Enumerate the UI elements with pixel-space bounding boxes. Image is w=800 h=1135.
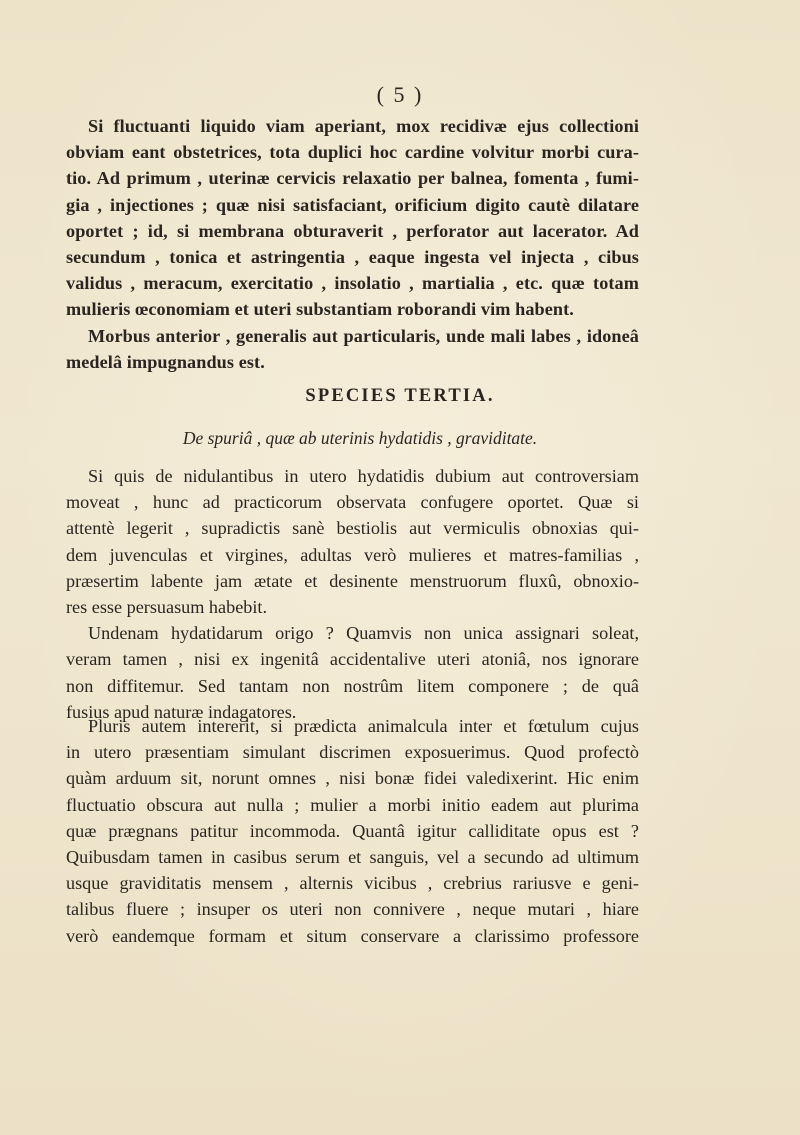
paragraph-block-1	[66, 113, 639, 375]
text-line: Si quis de nidulantibus in utero hydatidis dubium aut controversiam	[88, 466, 639, 486]
text-line: Si fluctuanti liquido viam aperiant, mox recidivæ ejus collectioni	[88, 116, 639, 136]
text-line: Pluris autem intererit, si prædicta animalcula inter et fœtulum cujus	[88, 716, 639, 736]
text-line: non diffitemur. Sed tantam non nostrûm litem componere ; de quâ	[66, 675, 639, 696]
text-line: secundum , tonica et astringentia , eaque ingesta vel injecta , cibus	[66, 246, 639, 267]
text-line: Quibusdam tamen in casibus serum et sanguis, vel a secundo ad ultimum	[66, 846, 639, 867]
text-line: validus , meracum, exercitatio , insolatio , martialia , etc. quæ totam	[66, 273, 639, 294]
text-line: veram tamen , nisi ex ingenitâ accidentalive uteri atoniâ, nos ignorare	[66, 649, 639, 670]
text-line: fusius apud naturæ indagatores.	[66, 701, 297, 722]
text-line: res esse persuasum habebit.	[66, 596, 268, 617]
text-line: in utero præsentiam simulant discrimen exposuerimus. Quod profectò	[66, 742, 639, 763]
text-line: dem juvenculas et virgines, adultas verò mulieres et matres-familias ,	[66, 544, 639, 565]
text-line: mulieris œconomiam et uteri substantiam roborandi vim habent.	[66, 299, 574, 320]
text-line: præsertim labente jam ætate et desinente menstruorum fluxû, obnoxio-	[66, 570, 639, 591]
text-line: quàm arduum sit, norunt omnes , nisi bonæ fidei valedixerint. Hic enim	[66, 768, 639, 789]
page-number: ( 5 )	[376, 82, 424, 107]
text-line: moveat , hunc ad practicorum observata confugere oportet. Quæ si	[66, 492, 639, 513]
paragraph-block-2	[66, 463, 639, 725]
paragraph-block-3	[66, 713, 639, 949]
text-line: attentè legerit , supradictis sanè bestiolis aut vermiculis obnoxias qui-	[66, 518, 639, 539]
text-line: Undenam hydatidarum origo ? Quamvis non unica assignari soleat,	[88, 623, 639, 644]
text-line: Morbus anterior , generalis aut particularis, unde mali labes , idoneâ	[88, 325, 639, 346]
text-line: tio. Ad primum , uterinæ cervicis relaxatio per balnea, fomenta , fumi-	[66, 168, 639, 189]
text-line: quæ prægnans patitur incommoda. Quantâ igitur calliditate opus est ?	[66, 820, 639, 841]
text-line: gia , injectiones ; quæ nisi satisfaciant, orificium digito cautè dilatare	[66, 194, 639, 215]
text-line: fluctuatio obscura aut nulla ; mulier a morbi initio eadem aut plurima	[66, 794, 639, 815]
section-subheading: De spuriâ , quæ ab uterinis hydatidis , graviditate.	[182, 428, 538, 448]
text-line: medelâ impugnandus est.	[66, 351, 265, 372]
text-line: obviam eant obstetrices, tota duplici hoc cardine volvitur morbi cura-	[66, 142, 639, 163]
text-line: verò eandemque formam et situm conservare a clarissimo professore	[66, 925, 639, 946]
text-line: usque graviditatis mensem , alternis vicibus , crebrius rariusve e geni-	[66, 873, 639, 894]
text-line: talibus fluere ; insuper os uteri non connivere , neque mutari , hiare	[66, 899, 639, 920]
text-line: oportet ; id, si membrana obturaverit , perforator aut lacerator. Ad	[66, 220, 639, 241]
section-heading: SPECIES TERTIA.	[305, 386, 495, 406]
